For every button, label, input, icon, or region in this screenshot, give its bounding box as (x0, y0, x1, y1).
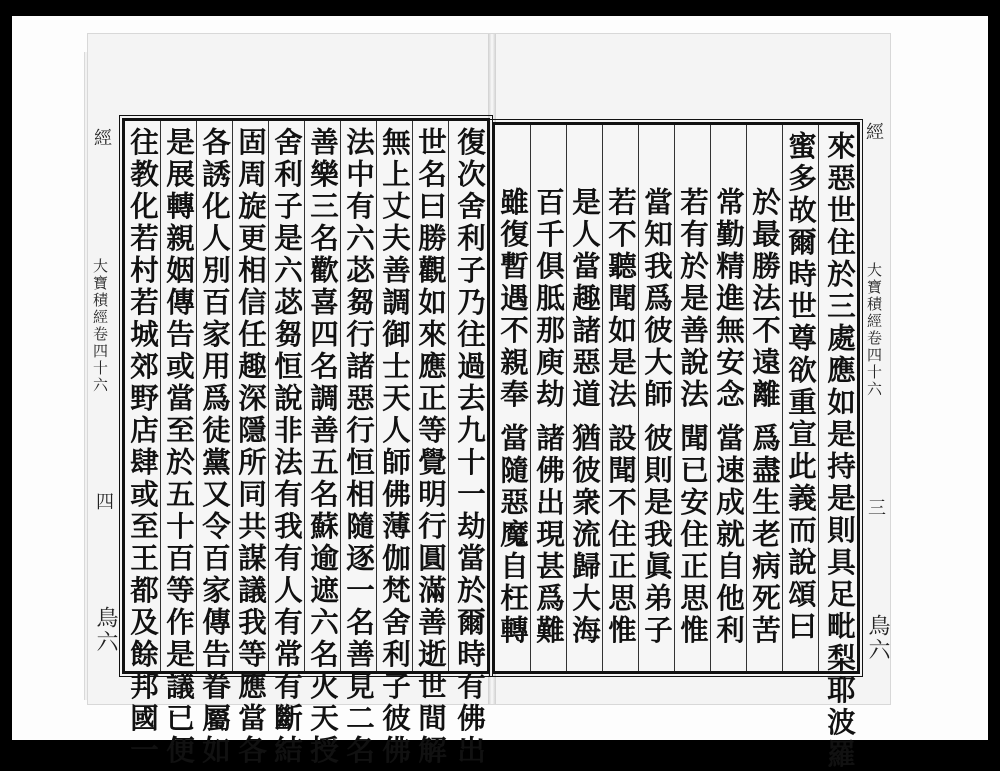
scan-border-left (0, 0, 12, 756)
text-column: 是展轉親姻傳告或當至於五十百等作是議已便 (161, 121, 197, 671)
text-column: 世名曰勝觀如來應正等覺明行圓滿善逝世間解 (413, 121, 449, 671)
right-spine-mark: 鳥六 (865, 614, 890, 662)
text-column: 各誘化人別百家用爲徒黨又令百家傳告眷屬如 (197, 121, 233, 671)
text-column: 往教化若村若城郊野店肆或至王都及餘邦國一 (125, 121, 161, 671)
right-page-text-block (492, 122, 860, 771)
text-column: 固周旋更相信任趣深隱所同共謀議我等應當各 (233, 121, 269, 671)
left-spine-title: 大寶積經卷四十六 (91, 258, 109, 394)
text-column: 常勤精進無安念 當速成就自他利 (711, 125, 747, 671)
text-column: 雖復暫遇不親奉 當隨惡魔自枉轉 (495, 125, 531, 671)
right-margin-label: 經 (863, 122, 884, 142)
text-column: 蜜多故爾時世尊欲重宣此義而說頌曰 (783, 125, 819, 671)
scan-border-right (988, 0, 1000, 756)
text-column: 法中有六苾芻行諸惡行恒相隨逐一名善見二名 (341, 121, 377, 671)
text-column: 當知我爲彼大師 彼則是我眞弟子 (639, 125, 675, 671)
text-column: 是人當趣諸惡道 猶彼衆流歸大海 (567, 125, 603, 671)
left-spine-page: 四 (93, 492, 114, 512)
text-column: 來惡世住於三處應如是持是則具足毗梨耶波羅 (823, 131, 857, 771)
right-spine-title: 大寶積經卷四十六 (865, 262, 883, 398)
left-spine-mark: 鳥六 (93, 606, 118, 654)
left-page-text-block (122, 118, 490, 767)
right-spine-page: 三 (865, 498, 886, 518)
text-column: 百千俱胝那庾劫 諸佛出現甚爲難 (531, 125, 567, 671)
text-column: 復次舍利子乃往過去九十一劫當於爾時有佛出 (453, 127, 487, 767)
text-column: 若有於是善說法 聞已安住正思惟 (675, 125, 711, 671)
text-column: 於最勝法不遠離 爲盡生老病死苦 (747, 125, 783, 671)
text-column: 善樂三名歡喜四名調善五名蘇逾遮六名火天授 (305, 121, 341, 671)
left-margin-label: 經 (91, 128, 112, 148)
text-column: 無上丈夫善調御士天人師佛薄伽梵舍利子彼佛 (377, 121, 413, 671)
text-column: 舍利子是六苾芻恒說非法有我有人有常有斷結 (269, 121, 305, 671)
text-column: 若不聽聞如是法 設聞不住正思惟 (603, 125, 639, 671)
